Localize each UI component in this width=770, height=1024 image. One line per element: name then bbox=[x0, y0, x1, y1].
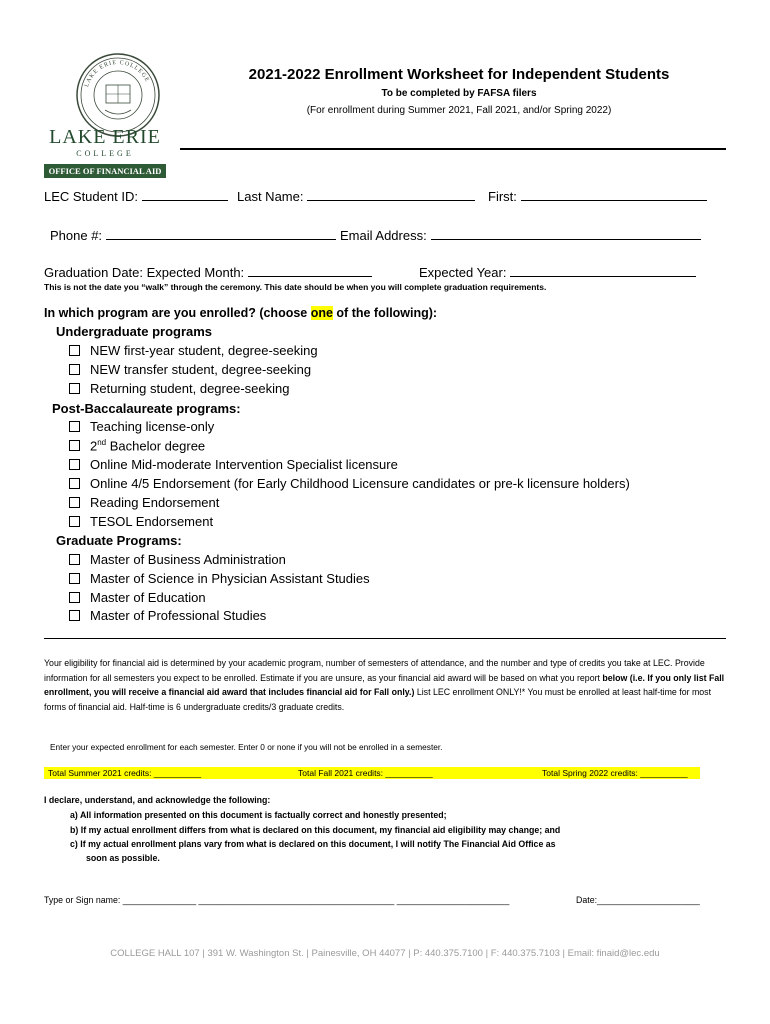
option-med[interactable] bbox=[69, 590, 206, 605]
checkbox[interactable] bbox=[69, 364, 80, 375]
checkbox[interactable] bbox=[69, 440, 80, 451]
eligibility-text-end: List LEC enrollment ONLY!* You must be enrolled at least half-time for most forms of financial aid. Half-time is 6 undergraduate credits/3 graduate credits. bbox=[44, 687, 712, 712]
checkbox[interactable] bbox=[69, 497, 80, 508]
option-second-bachelor[interactable] bbox=[69, 438, 205, 453]
graduate-heading: Graduate Programs: bbox=[56, 533, 182, 548]
option-returning[interactable] bbox=[69, 381, 289, 396]
option-label: NEW transfer student, degree-seeking bbox=[90, 362, 312, 377]
checkbox[interactable] bbox=[69, 554, 80, 565]
option-mba[interactable] bbox=[69, 552, 286, 567]
signature-field[interactable]: Type or Sign name: _______________ ________________________________________ _______________________ bbox=[44, 895, 510, 905]
question-text-end: of the following): bbox=[332, 306, 438, 320]
contact-footer: COLLEGE HALL 107 | 391 W. Washington St. | Painesville, OH 44077 | P: 440.375.7100 | F: 440.375.7103 | Email: finaid@lec.edu bbox=[110, 948, 660, 959]
phone-field bbox=[50, 227, 336, 243]
date-field[interactable]: Date:_____________________ bbox=[576, 895, 700, 905]
option-physician-assistant[interactable] bbox=[69, 571, 370, 586]
fall-credits-field[interactable]: Total Fall 2021 credits: __________ bbox=[298, 768, 433, 778]
declaration-item-b bbox=[70, 825, 560, 835]
brand-college: COLLEGE bbox=[76, 149, 134, 158]
option-label: TESOL Endorsement bbox=[90, 514, 214, 529]
undergrad-heading: Undergraduate programs bbox=[56, 324, 213, 339]
eligibility-bold-text: below (i.e. If you only list Fall enrollment, you will receive a financial aid award that includes financial aid for Fall only.) bbox=[44, 672, 725, 697]
college-brand bbox=[44, 127, 166, 178]
enrollment-instruction: Enter your expected enrollment for each semester. Enter 0 or none if you will not be enrolled in a semester. bbox=[50, 742, 443, 752]
credits-row bbox=[44, 767, 700, 779]
eligibility-text: Your eligibility for financial aid is determined by your academic program, number of semesters of attendance, and the number and type of credits you take at LEC. Provide information for all semesters you expect to be enrolled. Estimate if you are unsure, as your financial aid award will be based on what you report bbox=[44, 658, 705, 683]
office-banner: OFFICE OF FINANCIAL AID bbox=[44, 164, 166, 178]
summer-credits-field[interactable]: Total Summer 2021 credits: __________ bbox=[48, 768, 202, 778]
question-highlight: one bbox=[310, 306, 333, 320]
first-name-input[interactable] bbox=[521, 188, 707, 201]
option-label: Reading Endorsement bbox=[90, 495, 220, 510]
section-divider bbox=[44, 638, 726, 639]
last-name-input[interactable] bbox=[307, 188, 475, 201]
option-label-number: 2 bbox=[90, 438, 98, 454]
option-label-ordinal: nd bbox=[97, 438, 107, 447]
graduation-note: This is not the date you “walk” through the ceremony. This date should be when you will complete graduation requirements. bbox=[44, 282, 547, 292]
postbacc-heading: Post-Baccalaureate programs: bbox=[52, 401, 241, 416]
brand-name: LAKE ERIE bbox=[49, 126, 161, 148]
program-question bbox=[44, 306, 437, 320]
checkbox[interactable] bbox=[69, 478, 80, 489]
question-text-start: In which program are you enrolled? (choose bbox=[44, 306, 311, 320]
student-id-label: LEC Student ID: bbox=[44, 189, 138, 204]
email-input[interactable] bbox=[431, 227, 701, 240]
checkbox[interactable] bbox=[69, 516, 80, 527]
page-title: 2021-2022 Enrollment Worksheet for Independent Students bbox=[248, 66, 670, 83]
option-professional-studies[interactable] bbox=[69, 608, 266, 623]
email-field bbox=[340, 227, 701, 243]
item-text: If my actual enrollment differs from what is declared on this document, my financial aid eligibility may change; and bbox=[80, 825, 561, 835]
checkbox[interactable] bbox=[69, 573, 80, 584]
option-label: Online Mid-moderate Intervention Specialist licensure bbox=[90, 457, 398, 472]
item-marker: c) bbox=[70, 839, 78, 849]
student-id-field bbox=[44, 188, 228, 204]
spring-credits-field[interactable]: Total Spring 2022 credits: __________ bbox=[542, 768, 688, 778]
checkbox[interactable] bbox=[69, 345, 80, 356]
item-marker: a) bbox=[70, 810, 78, 820]
option-label: Online 4/5 Endorsement (for Early Childhood Licensure candidates or pre-k licensure holders) bbox=[90, 476, 630, 491]
student-id-input[interactable] bbox=[142, 188, 228, 201]
option-label: Master of Business Administration bbox=[90, 552, 286, 567]
declaration-item-c-continued: soon as possible. bbox=[86, 853, 160, 863]
option-new-transfer[interactable] bbox=[69, 362, 311, 377]
item-text: All information presented on this document is factually correct and honestly presented; bbox=[79, 810, 447, 820]
option-teaching-license[interactable] bbox=[69, 419, 214, 434]
option-label: NEW first-year student, degree-seeking bbox=[90, 343, 318, 358]
grad-month-label: Graduation Date: Expected Month: bbox=[44, 265, 245, 280]
page-subtitle: To be completed by FAFSA filers bbox=[381, 88, 537, 99]
enrollment-period: (For enrollment during Summer 2021, Fall 2021, and/or Spring 2022) bbox=[306, 105, 612, 116]
option-tesol-endorsement[interactable] bbox=[69, 514, 213, 529]
first-name-label: First: bbox=[488, 189, 517, 204]
option-label: Teaching license-only bbox=[90, 419, 215, 434]
grad-year-label: Expected Year: bbox=[419, 265, 507, 280]
option-intervention-specialist[interactable] bbox=[69, 457, 398, 472]
checkbox[interactable] bbox=[69, 592, 80, 603]
phone-label: Phone #: bbox=[50, 228, 103, 243]
first-name-field bbox=[488, 188, 707, 204]
item-text: If my actual enrollment plans vary from what is declared on this document, I will notify The Financial Aid Office as bbox=[80, 839, 556, 849]
grad-month-input[interactable] bbox=[248, 264, 372, 277]
grad-month-field bbox=[44, 264, 372, 280]
item-marker: b) bbox=[70, 825, 79, 835]
header-divider bbox=[180, 148, 726, 150]
checkbox[interactable] bbox=[69, 459, 80, 470]
svg-text:LAKE ERIE COLLEGE bbox=[84, 60, 150, 88]
grad-year-input[interactable] bbox=[510, 264, 696, 277]
last-name-field bbox=[237, 188, 475, 204]
eligibility-paragraph bbox=[44, 656, 726, 714]
option-label: Master of Science in Physician Assistant Studies bbox=[90, 571, 370, 586]
declaration-item-c bbox=[70, 839, 556, 849]
phone-input[interactable] bbox=[106, 227, 336, 240]
last-name-label: Last Name: bbox=[237, 189, 304, 204]
option-label: Master of Professional Studies bbox=[90, 608, 267, 623]
checkbox[interactable] bbox=[69, 383, 80, 394]
option-reading-endorsement[interactable] bbox=[69, 495, 219, 510]
email-label: Email Address: bbox=[340, 228, 427, 243]
checkbox[interactable] bbox=[69, 610, 80, 621]
seal-text: LAKE ERIE COLLEGE bbox=[84, 59, 151, 88]
option-label: Master of Education bbox=[90, 590, 206, 605]
grad-year-field bbox=[419, 264, 696, 280]
checkbox[interactable] bbox=[69, 421, 80, 432]
option-45-endorsement[interactable] bbox=[69, 476, 630, 491]
option-label: Bachelor degree bbox=[106, 438, 206, 454]
declaration-item-a bbox=[70, 810, 447, 820]
option-label: Returning student, degree-seeking bbox=[90, 381, 290, 396]
option-new-first-year[interactable] bbox=[69, 343, 318, 358]
declaration-heading: I declare, understand, and acknowledge the following: bbox=[44, 795, 271, 805]
